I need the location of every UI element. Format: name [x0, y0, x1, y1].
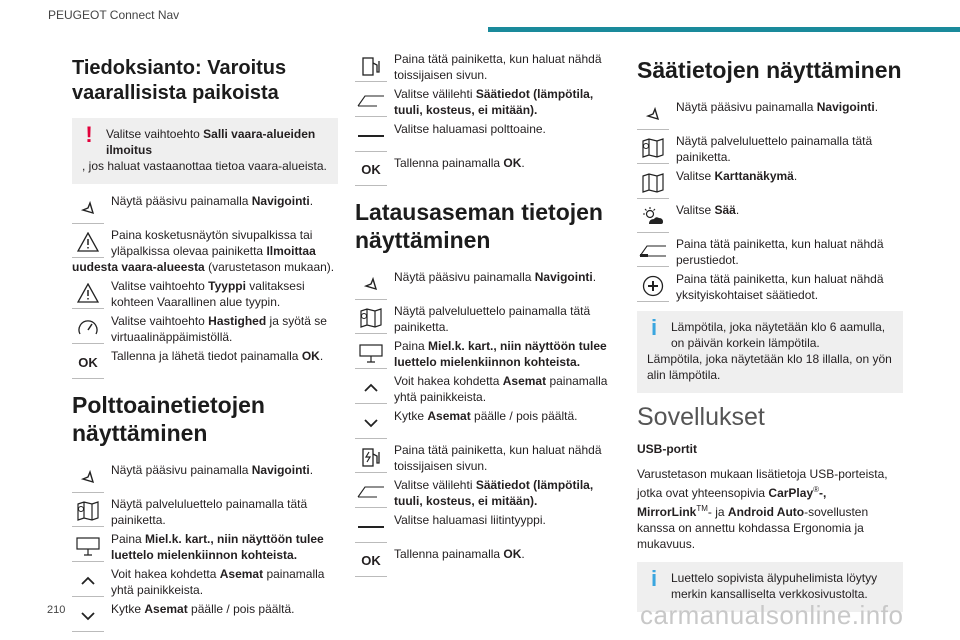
step — [72, 634, 338, 640]
step: Valitse välilehti Säätiedot (lämpötila, tuuli, kosteus, ei mitään). — [355, 85, 621, 118]
warning-triangle-icon — [72, 226, 104, 258]
map-view-icon[interactable] — [637, 167, 669, 199]
step: Kytke Asemat päälle / pois päältä. — [355, 407, 621, 439]
info-icon: i — [650, 315, 658, 340]
step: Valitse haluamasi liitintyyppi. — [355, 511, 621, 543]
map-services-icon — [637, 132, 669, 164]
step: Paina tätä painiketta, kun haluat nähdä toissijaisen sivun. — [355, 441, 621, 474]
tab-icon[interactable] — [355, 476, 387, 508]
step: Paina Miel.k. kart., niin näyttöön tulee luettelo mielenkiinnon kohteista. — [72, 530, 338, 563]
step: Voit hakea kohdetta Asemat painamalla yhtä painikkeista. — [72, 565, 338, 598]
navigation-arrow-icon — [72, 461, 104, 493]
ok-button[interactable]: OK — [355, 154, 387, 186]
weather-icon[interactable] — [637, 201, 669, 233]
step: Valitse Sää. — [637, 201, 903, 233]
column-3 — [637, 50, 903, 620]
ok-button[interactable]: OK — [72, 347, 104, 379]
step: Näytä pääsivu painamalla Navigointi. — [72, 461, 338, 493]
subheading-usb: USB-portit — [637, 442, 697, 456]
plus-circle-icon[interactable] — [637, 270, 669, 302]
navigation-arrow-icon — [637, 98, 669, 130]
step: Valitse Karttanäkymä. — [637, 167, 903, 199]
heading-fuel: Polttoainetietojen näyttäminen — [72, 392, 265, 446]
running-header: PEUGEOT Connect Nav — [48, 8, 180, 22]
chevron-down-icon[interactable] — [72, 600, 104, 632]
chevron-down-icon[interactable] — [355, 407, 387, 439]
page-number: 210 — [47, 604, 66, 616]
column-1: Tiedoksianto: Varoitus vaarallisista paikoista ! Valitse vaihtoehto Salli vaara-alueiden ilmoitus , jos haluat vastaanottaa tietoa vaara-alueista. Näytä pääsivu painamalla Navigointi. Paina kosketusnäytön sivupalkissa tai yläpalkissa olevaa painiketta Ilmoittaa uudesta vaara-alueesta (varustetason mukaan). Valitse vaihtoehto Tyyppi valitaksesi kohteen Vaarallinen alue tyypin. Valitse vaihtoehto Hastighed ja syötä se virtuaalinäppäimistöllä. OK Tallenna ja lähetä tiedot painamalla OK. Polttoainetietojen näyttäminen Näytä pääsivu painamalla Navigointi. Näytä palveluluettelo painamalla tätä painiketta. Paina Miel.k. kart., niin näyttöön tulee luettelo mielenkiinnon kohteista. Voit hakea kohdetta Asemat painamalla yhtä painikkeista. Kytke Asemat päälle / pois päältä. — [72, 50, 338, 640]
step: Näytä palveluluettelo painamalla tätä painiketta. — [72, 495, 338, 528]
heading-danger-zones: Tiedoksianto: Varoitus vaarallisista paikoista — [72, 57, 287, 104]
step: Paina Miel.k. kart., niin näyttöön tulee luettelo mielenkiinnon kohteista. — [355, 337, 621, 370]
poi-list-icon — [355, 337, 387, 369]
usb-paragraph: Varustetason mukaan lisätietoja USB-porteista, jotka ovat yhteensopivia CarPlay®-, MirrorLink™- ja Android Auto-sovellusten kanssa on annettu kohdassa Ergonomia ja mukavuus. — [637, 467, 888, 551]
step: Näytä pääsivu painamalla Navigointi. — [72, 192, 338, 224]
heading-charging: Latausaseman tietojen näyttäminen — [355, 199, 603, 253]
charging-station-icon[interactable] — [355, 441, 387, 473]
step: Paina kosketusnäytön sivupalkissa tai yläpalkissa olevaa painiketta Ilmoittaa — [72, 226, 338, 259]
navigation-arrow-icon — [355, 268, 387, 300]
chevron-up-icon[interactable] — [355, 372, 387, 404]
step: Valitse vaihtoehto Hastighed ja syötä se virtuaalinäppäimistöllä. — [72, 312, 338, 345]
fuel-pump-icon[interactable] — [355, 50, 387, 82]
step: Paina tätä painiketta, kun haluat nähdä toissijaisen sivun. — [355, 50, 621, 83]
step: Voit hakea kohdetta Asemat painamalla yhtä painikkeista. — [355, 372, 621, 405]
dash-icon[interactable] — [355, 120, 387, 152]
speedometer-icon — [72, 312, 104, 344]
step: Näytä pääsivu painamalla Navigointi. — [637, 98, 903, 130]
step: Valitse vaihtoehto Tyyppi valitaksesi kohteen Vaarallinen alue tyypin. — [72, 277, 338, 310]
step: OK Tallenna ja lähetä tiedot painamalla OK. — [72, 347, 338, 379]
map-services-icon — [72, 495, 104, 527]
ok-button[interactable]: OK — [355, 545, 387, 577]
step: Näytä palveluluettelo painamalla tätä painiketta. — [637, 132, 903, 165]
warning-triangle-icon — [72, 277, 104, 309]
step: Näytä pääsivu painamalla Navigointi. — [355, 268, 621, 300]
exclamation-icon: ! — [85, 122, 93, 147]
header-accent-bar — [488, 27, 960, 32]
basic-info-icon[interactable] — [637, 235, 669, 267]
chevron-up-icon[interactable] — [72, 565, 104, 597]
step: OK Tallenna painamalla OK. — [355, 154, 621, 186]
step: OK Tallenna painamalla OK. — [355, 545, 621, 577]
checkbox-icon[interactable] — [72, 634, 104, 640]
step: Näytä palveluluettelo painamalla tätä painiketta. — [355, 302, 621, 335]
warning-box: ! Valitse vaihtoehto Salli vaara-alueiden ilmoitus , jos haluat vastaanottaa tietoa vaara-alueista. — [72, 118, 338, 184]
step: Valitse haluamasi polttoaine. — [355, 120, 621, 152]
info-box: i Lämpötila, joka näytetään klo 6 aamulla, on päivän korkein lämpötila. Lämpötila, joka näytetään klo 18 illalla, on yön alin lämpötila. — [637, 311, 903, 393]
step: Paina tätä painiketta, kun haluat nähdä perustiedot. — [637, 235, 903, 268]
heading-apps: Sovellukset — [637, 403, 765, 431]
heading-weather: Säätietojen näyttäminen — [637, 57, 902, 83]
dash-icon[interactable] — [355, 511, 387, 543]
step: Paina tätä painiketta, kun haluat nähdä yksityiskohtaiset säätiedot. — [637, 270, 903, 303]
watermark: carmanualsonline.info — [640, 600, 904, 630]
poi-list-icon — [72, 530, 104, 562]
info-box: i Luettelo sopivista älypuhelimista löytyy merkin kansalliselta verkkosivustolta. — [637, 562, 903, 612]
info-icon: i — [650, 566, 658, 591]
column-2 — [355, 50, 621, 579]
tab-icon[interactable] — [355, 85, 387, 117]
map-services-icon — [355, 302, 387, 334]
step: Kytke Asemat päälle / pois päältä. — [72, 600, 338, 632]
step: Valitse välilehti Säätiedot (lämpötila, tuuli, kosteus, ei mitään). — [355, 476, 621, 509]
navigation-arrow-icon — [72, 192, 104, 224]
